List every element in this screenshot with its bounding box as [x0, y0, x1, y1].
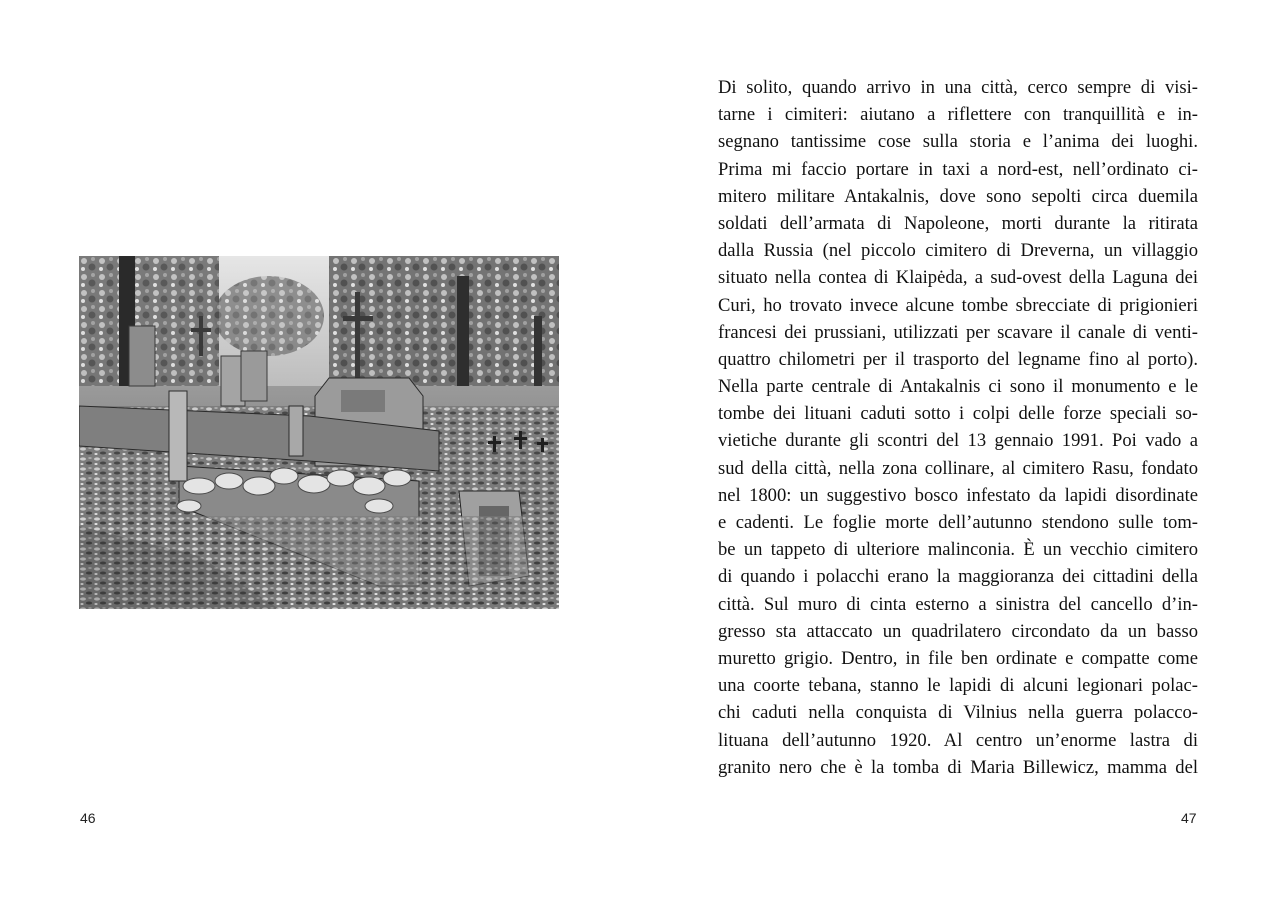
text-line: Nella parte centrale di Antakalnis ci sono il monumento e le	[718, 376, 1198, 398]
text-line: granito nero che è la tomba di Maria Billewicz, mamma del	[718, 756, 1198, 778]
text-line: soldati dell’armata di Napoleone, morti durante la ritirata	[718, 212, 1198, 234]
cemetery-photo-illustration	[79, 256, 559, 609]
text-line: francesi dei prussiani, utilizzati per scavare il canale di venti-	[718, 321, 1198, 343]
text-line: di quando i polacchi erano la maggioranza dei cittadini della	[718, 566, 1198, 588]
text-line: vietiche durante gli scontri del 13 gennaio 1991. Poi vado a	[718, 430, 1198, 452]
text-line: segnano tantissime cose sulla storia e l’anima dei luoghi.	[718, 131, 1198, 153]
text-line: be un tappeto di ulteriore malinconia. È un vecchio cimitero	[718, 539, 1198, 561]
cemetery-photo	[79, 256, 559, 609]
text-line: mitero militare Antakalnis, dove sono sepolti circa duemila	[718, 185, 1198, 207]
text-line: situato nella contea di Klaipėda, a sud-ovest della Laguna dei	[718, 267, 1198, 289]
text-line: chi caduti nella conquista di Vilnius nella guerra polacco-	[718, 702, 1198, 724]
left-page	[0, 0, 638, 904]
text-line: tarne i cimiteri: aiutano a riflettere con tranquillità e in-	[718, 104, 1198, 126]
text-line: città. Sul muro di cinta esterno a sinistra del cancello d’in-	[718, 593, 1198, 615]
page-number-right: 47	[1181, 810, 1197, 826]
text-line: quattro chilometri per il trasporto del legname fino al porto).	[718, 348, 1198, 370]
text-line: Prima mi faccio portare in taxi a nord-est, nell’ordinato ci-	[718, 158, 1198, 180]
text-line: Di solito, quando arrivo in una città, cerco sempre di visi-	[718, 77, 1198, 98]
text-line: muretto grigio. Dentro, in file ben ordinate e compatte come	[718, 647, 1198, 669]
text-line: Curi, ho trovato invece alcune tombe sbrecciate di prigionieri	[718, 294, 1198, 316]
text-line: lituana dell’autunno 1920. Al centro un’enorme lastra di	[718, 729, 1198, 751]
text-line: gresso sta attaccato un quadrilatero circondato da un basso	[718, 620, 1198, 642]
body-text	[718, 74, 1198, 781]
right-page	[638, 0, 1277, 904]
text-line: e cadenti. Le foglie morte dell’autunno stendono sulle tom-	[718, 512, 1198, 533]
text-line: dalla Russia (nel piccolo cimitero di Dreverna, un villaggio	[718, 240, 1198, 262]
text-line: sud della città, nella zona collinare, al cimitero Rasu, fondato	[718, 457, 1198, 479]
text-line: nel 1800: un suggestivo bosco infestato da lapidi disordinate	[718, 484, 1198, 506]
text-line: una coorte tebana, stanno le lapidi di alcuni legionari polac-	[718, 675, 1198, 697]
page-number-left: 46	[80, 810, 96, 826]
text-line: tombe dei lituani caduti sotto i colpi delle forze speciali so-	[718, 403, 1198, 425]
